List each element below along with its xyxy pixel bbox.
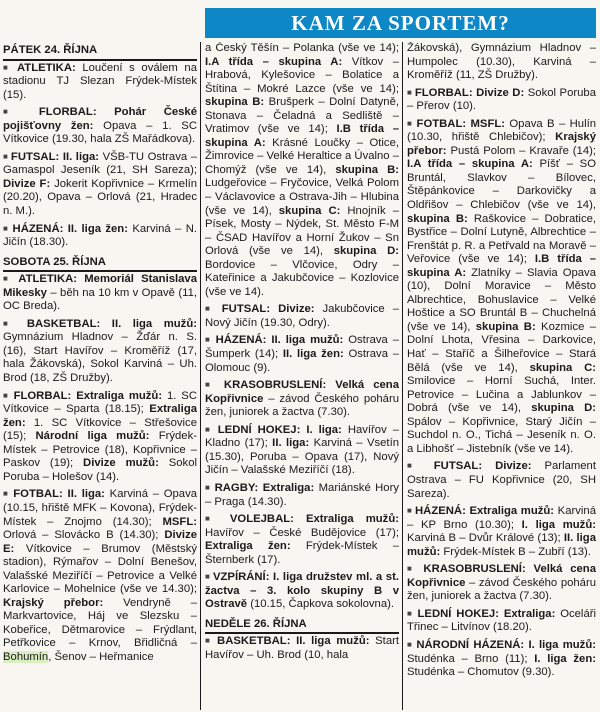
competition-label: skupina B: xyxy=(407,212,468,225)
listing-entry xyxy=(3,150,197,219)
listing-text: Frýdek-Místek B – Zubří (13). xyxy=(440,545,591,558)
listing-text: Píšť – SO Bruntál, Slavkov – Bílovec, Štěpánkovice – Darkovičky a Oldřišov – Chlebičov (vše ve 14), xyxy=(407,158,596,212)
listing-entry xyxy=(407,504,596,559)
sport-label: ■ ATLETIKA: xyxy=(3,273,77,285)
listing-text: Jokerit Kopřivnice – Krmelín (20.20), Opava – Orlová (21, Hradec n. M.). xyxy=(3,177,197,218)
sport-label: ■ LEDNÍ HOKEJ: xyxy=(205,424,300,436)
column-divider xyxy=(200,42,201,710)
listing-text: Opava B – Hulín (10.30, hřiště Chlebičov); xyxy=(407,117,596,144)
listing-text: – závod Českého poháru žen, juniorek a žactva (7.30). xyxy=(205,392,399,419)
listing-entry xyxy=(205,302,399,330)
sport-label: ■ BASKETBAL: xyxy=(3,318,100,330)
sport-label: ■ FUTSAL: xyxy=(407,460,482,472)
listing-entry xyxy=(205,570,399,612)
competition-label: Divize D: xyxy=(472,86,525,99)
listing-text: Havířov – Kladno (17); xyxy=(205,423,399,450)
sport-label: ■ LEDNÍ HOKEJ: xyxy=(407,608,499,620)
sport-label: ■ HÁZENÁ: xyxy=(205,334,266,346)
competition-label: Memoriál Stanislava Mikesky xyxy=(3,273,197,299)
listing-text: Karviná B – Dvůr Králové (13); xyxy=(407,532,561,545)
competition-label: skupina B: xyxy=(205,96,265,109)
day-heading: SOBOTA 25. ŘÍJNA xyxy=(3,254,197,273)
competition-label: MSFL: xyxy=(151,515,197,528)
competition-label: Extraliga žen: xyxy=(3,403,197,429)
listing-entry xyxy=(407,607,596,635)
competition-label: Divize: xyxy=(482,460,532,473)
listing-text: 1. SC Vítkovice – Střešovice (15); xyxy=(3,416,197,443)
listing-text: Pustá Polom – Kravaře (14); xyxy=(446,144,596,157)
sport-label: ■ FLORBAL: xyxy=(3,390,71,402)
listing-text: Sokol Poruba – Přerov (10). xyxy=(407,86,596,113)
listing-text: Orlová – Slovácko B (14.30); xyxy=(3,529,159,542)
competition-label: II. liga: xyxy=(59,150,100,163)
listing-text: Ostrava – Olomouc (9). xyxy=(205,348,399,374)
listings-page xyxy=(3,42,598,710)
competition-label: II. liga žen: xyxy=(63,222,128,235)
competition-label: II. liga: xyxy=(267,437,310,450)
listing-entry xyxy=(3,61,197,103)
sport-label: ■ NÁRODNÍ HÁZENÁ: xyxy=(407,639,524,651)
column-divider xyxy=(402,42,403,710)
listing-text: Parlament Ostrava – FU Kopřivnice (20, SH Sareza). xyxy=(407,460,596,500)
sport-label: ■ FLORBAL: xyxy=(3,106,97,118)
competition-label: II. liga mužů: xyxy=(290,635,370,648)
listing-entry xyxy=(205,634,399,662)
sport-label: ■ ATLETIKA: xyxy=(3,62,76,74)
sport-label: ■ VOLEJBAL: xyxy=(205,513,294,525)
listing-text: Spálov – Kopřivnice, Starý Jičín – Suchdol n. O., Tichá – Jeseník n. O. a Libhošť – Jistebník (vše ve 14). xyxy=(407,415,596,455)
competition-label: Divize mužů: xyxy=(73,457,159,470)
listing-text: Gymnázium Hladnov – Žďár n. S. (16), Start Havířov – Kroměříž (17, hala Žákovská), Sokol Karviná – Uh. Brod (18, ZŠ Družby). xyxy=(3,331,197,385)
sport-label: ■ HÁZENÁ: xyxy=(407,505,466,517)
sport-label: ■ FLORBAL: xyxy=(407,87,473,99)
listing-entry xyxy=(3,317,197,386)
competition-label: Divize: xyxy=(270,303,315,316)
competition-label: II. liga mužů: xyxy=(100,317,197,330)
listing-text: Start Havířov – Uh. Brod (10, hala xyxy=(205,635,399,661)
competition-label: I. liga žen: xyxy=(527,652,596,665)
sport-label: ■ VZPÍRÁNÍ: xyxy=(205,571,269,583)
listing-entry xyxy=(205,423,399,478)
listing-entry xyxy=(205,333,399,375)
competition-label: Krajský přebor: xyxy=(407,131,596,157)
listing-text: Opava – 1. SC Vítkovice (19.30, hala ZŠ Mařádkova). xyxy=(3,119,197,146)
competition-label: Pohár České pojišťovny žen: xyxy=(3,106,197,132)
listing-text: Frýdek-Místek – Petrovice (18), Kopřivnice – Paskov (19); xyxy=(3,430,197,470)
listing-text: Kozmice – Dolní Lhota, Vřesina – Darkovice, Hať – Staříč a Šilheřovice – Stará Bělá (vše ve 14), xyxy=(407,320,596,374)
competition-label: Extraliga mužů: xyxy=(465,505,555,518)
competition-label: II. liga mužů: xyxy=(266,334,344,347)
competition-label: II. liga žen: xyxy=(278,348,344,361)
competition-label: I.A třída – skupina A: xyxy=(407,158,533,171)
listing-text: Mariánské Hory – Praga (14.30). xyxy=(205,481,399,508)
listing-entry xyxy=(3,222,197,250)
competition-label: Extraliga mužů: xyxy=(293,513,399,526)
listing-text: VŠB-TU Ostrava – Gamaspol Jeseník (21, SH Sareza); xyxy=(3,150,197,177)
column-2 xyxy=(205,42,399,666)
competition-label: I. liga družstev ml. a st. žactva – 3. kolo skupiny B v Ostravě xyxy=(205,571,399,611)
listing-text: Jakubčovice – Nový Jičín (19.30, Odry). xyxy=(205,303,399,329)
sport-label: ■ FUTSAL: xyxy=(205,303,270,315)
sport-label: ■ KRASOBRUSLENÍ: xyxy=(407,563,526,575)
competition-label: MSFL: xyxy=(466,117,506,130)
day-heading: NEDĚLE 26. ŘÍJNA xyxy=(205,616,399,635)
competition-label: Velká cena Kopřivnice xyxy=(407,563,596,589)
listing-text: Studénka – Brno (11); xyxy=(407,652,528,665)
listing-entry xyxy=(205,42,399,299)
sport-label: ■ FUTSAL: xyxy=(3,151,59,163)
competition-label: I.B třída – skupina A: xyxy=(205,123,399,149)
listing-entry xyxy=(407,638,596,680)
listing-entry xyxy=(3,272,197,314)
listing-entry xyxy=(407,459,596,501)
competition-label: I. liga mužů: xyxy=(524,638,596,651)
listing-text: Vendryně – Markvartovice, Háj ve Slezsku – Kobeřice, Dětmarovice – Frýdlant, Petřkovice – Krnov, Břidličná – xyxy=(3,596,197,650)
listing-text: Smilovice – Horní Suchá, Inter. Petrovice – Lučina a Jablunkov – Dobrá (vše ve 14), xyxy=(407,375,596,415)
column-1 xyxy=(3,42,197,668)
competition-label: I.B třída – skupina A: xyxy=(407,253,596,279)
day-heading: PÁTEK 24. ŘÍJNA xyxy=(3,42,197,61)
listing-text: , Šenov – Heřmanice xyxy=(48,650,154,663)
sport-label: ■ FOTBAL: xyxy=(407,118,466,130)
competition-label: Velká cena Kopřivnice xyxy=(205,379,399,405)
listing-text: Zlatníky – Slavia Opava (10), Dolní Moravice – Město Albrechtice, Bohuslavice – Velké Hoštice a SO Bruntál B – Chuchelná (vše ve 14), xyxy=(407,266,596,333)
competition-label: I.A třída – skupina A: xyxy=(205,55,343,68)
competition-label: skupina D: xyxy=(521,402,596,415)
listing-text: Hnojník – Písek, Mosty – Nýdek, St. Město F-M – ČSAD Havířov a Horní Žukov – Sn Orlová (vše ve 14), xyxy=(205,204,399,258)
competition-label: Extraliga mužů: xyxy=(71,389,163,402)
sport-label: ■ BASKETBAL: xyxy=(205,635,290,647)
listing-text: Loučení s oválem na stadionu TJ Slezan Frýdek-Místek (15). xyxy=(3,61,197,101)
sport-label: ■ KRASOBRUSLENÍ: xyxy=(205,379,326,391)
section-title-banner xyxy=(205,8,596,38)
competition-label: skupina B: xyxy=(470,320,536,333)
listing-text: Žákovská), Gymnázium Hladnov – Humpolec (10.30), Karviná – Kroměříž (11, ZŠ Družby). xyxy=(407,42,596,82)
competition-label: skupina C: xyxy=(271,204,341,217)
highlighted-text: Bohumín xyxy=(3,650,49,663)
listing-entry xyxy=(205,378,399,420)
listing-entry xyxy=(407,117,596,457)
sport-label: ■ RAGBY: xyxy=(205,482,258,494)
listing-entry xyxy=(407,42,596,83)
listing-text: Frýdek-Místek – Šternberk (17). xyxy=(205,540,399,566)
listing-text: (10.15, Čapkova sokolovna). xyxy=(247,598,395,611)
competition-label: Extraliga: xyxy=(498,607,556,620)
competition-label: skupina B: xyxy=(326,163,399,176)
listing-text: Karviná – N. Jičín (18.30). xyxy=(3,222,197,249)
competition-label: Národní liga mužů: xyxy=(26,430,150,443)
listing-text: Oceláři Třinec – Litvínov (18.20). xyxy=(407,607,596,634)
listing-text: Ostrava – Šumperk (14); xyxy=(205,334,399,361)
listing-entry xyxy=(205,481,399,509)
listing-text: 1. SC Vítkovice – Sparta (18.15); xyxy=(3,389,197,416)
section-title: KAM ZA SPORTEM? xyxy=(291,10,510,35)
competition-label: skupina C: xyxy=(517,361,596,374)
listing-entry xyxy=(407,86,596,114)
listing-text: Karviná – Vsetín (15.30), Poruba – Opava (17), Nový Jičín – Valašské Meziříčí (18). xyxy=(205,437,399,477)
listing-text: – závod Českého poháru žen, juniorek a žactva (7.30). xyxy=(407,576,596,603)
listing-text: Sokol Poruba – Holešov (14). xyxy=(3,457,197,483)
competition-label: Extraliga žen: xyxy=(205,540,291,553)
listing-entry xyxy=(205,512,399,567)
competition-label: Krajský přebor: xyxy=(3,596,104,609)
listing-text: Vítkov – Hrabová, Kylešovice – Bolatice a Štítina – Mokré Lazce (vše ve 14); xyxy=(205,55,399,95)
competition-label: Divize E: xyxy=(3,529,197,555)
listing-text: a Český Těšín – Polanka (vše ve 14); xyxy=(205,42,399,54)
listing-entry xyxy=(407,562,596,604)
listing-text: Studénka – Chomutov (9.30). xyxy=(407,666,555,679)
column-3 xyxy=(407,42,596,683)
listing-entry xyxy=(3,487,197,664)
sport-label: ■ HÁZENÁ: xyxy=(3,223,63,235)
competition-label: II. liga mužů: xyxy=(407,532,596,558)
listing-text: Krásné Loučky – Otice, Žimrovice – Velké Heraltice a Úvalno – Chomýž (vše ve 14), xyxy=(205,136,399,176)
listing-text: Havířov – České Budějovice (17); xyxy=(205,526,399,539)
listing-text: Karviná – KP Brno (10.30); xyxy=(407,505,596,531)
competition-label: Extraliga: xyxy=(258,481,315,494)
competition-label: skupina D: xyxy=(323,245,399,258)
competition-label: I. liga mužů: xyxy=(513,518,596,531)
competition-label: II. liga: xyxy=(62,488,105,501)
sport-label: ■ FOTBAL: xyxy=(3,488,63,500)
listing-entry xyxy=(3,105,197,147)
listing-text: Karviná – Opava (10.15, hřiště MFK – Kovona), Frýdek-Místek – Znojmo (14.30); xyxy=(3,488,197,528)
listing-text: Bordovice – Vlčovice, Odry – Kateřinice a Jakubčovice – Kozlovice (vše ve 14). xyxy=(205,258,399,298)
listing-text: Ludgeřovice – Fryčovice, Velká Polom – Václavovice a Ostrava-Jih – Hlubina (vše ve 14), xyxy=(205,177,399,217)
competition-label: Divize F: xyxy=(3,177,51,190)
listing-text: – běh na 10 km v Opavě (11, OC Breda). xyxy=(3,286,197,313)
listing-entry xyxy=(3,389,197,485)
listing-text: Raškovice – Dobratice, Bystřice – Dolní Lutyně, Albrechtice – Frenštát p. R. a Petřvald na Moravě – Veřovice (vše ve 14); xyxy=(407,212,596,266)
listing-text: Vítkovice – Brumov (Městský stadion), Rýmařov – Dolní Benešov, Valašské Meziříčí – Petrovice a Velké Karlovice – Mohelnice (vše ve 14.30); xyxy=(3,542,197,596)
listing-text: Brušperk – Dolní Datyně, Stonava – Čeladná a Sedliště – Vratimov (vše ve 14); xyxy=(205,96,399,136)
competition-label: I. liga: xyxy=(300,423,342,436)
